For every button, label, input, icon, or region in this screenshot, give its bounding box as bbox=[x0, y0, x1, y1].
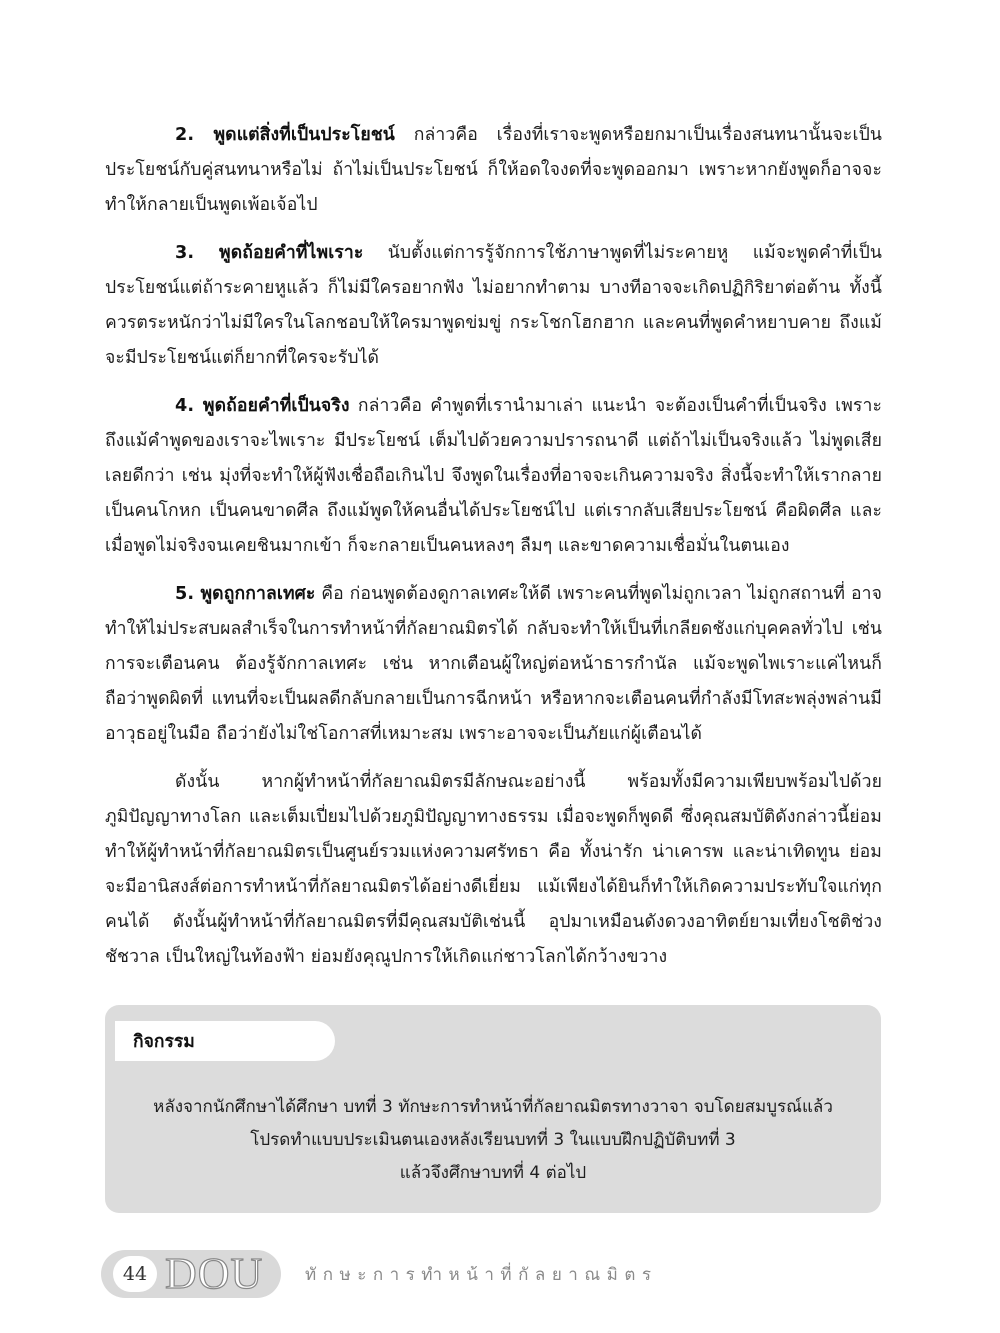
activity-line: หลังจากนักศึกษาได้ศึกษา บทที่ 3 ทักษะการทำหน้าที่กัลยาณมิตรทางวาจา จบโดยสมบูรณ์แล้ว bbox=[153, 1097, 833, 1117]
page-footer bbox=[101, 1250, 658, 1298]
paragraph-text: กล่าวคือ คำพูดที่เรานำมาเล่า แนะนำ จะต้องเป็นคำที่เป็นจริง เพราะถึงแม้คำพูดของเราจะไพเราะ มีประโยชน์ เต็มไปด้วยความปรารถนาดี แต่ถ้าไม่เป็นจริงแล้ว ไม่พูดเสียเลยดีกว่า เช่น มุ่งที่จะทำให้ผู้ฟังเชื่อถือเกินไป จึงพูดในเรื่องที่อาจจะเกินความจริง สิ่งนี้จะทำให้เรากลายเป็นคนโกหก เป็นคนขาดศีล ถึงแม้พูดให้คนอื่นได้ประโยชน์ไป แต่เรากลับเสียประโยชน์ คือผิดศีล และเมื่อพูดไม่จริงจนเคยชินมากเข้า ก็จะกลายเป็นคนหลงๆ ลืมๆ และขาดความเชื่อมั่นในตนเอง bbox=[105, 396, 882, 556]
paragraph-text: กล่าวคือ เรื่องที่เราจะพูดหรือยกมาเป็นเรื่องสนทนานั้นจะเป็นประโยชน์กับคู่สนทนาหรือไม่ ถ้าไม่เป็นประโยชน์ ก็ให้อดใจงดที่จะพูดออกมา เพราะหากยังพูดก็อาจจะทำให้กลายเป็นพูดเพ้อเจ้อไป bbox=[105, 125, 882, 215]
paragraph-speak-timely bbox=[105, 577, 882, 752]
page-number-pill bbox=[101, 1250, 281, 1298]
paragraph-heading: 4. พูดถ้อยคำที่เป็นจริง bbox=[175, 396, 350, 416]
paragraph-conclusion bbox=[105, 765, 882, 975]
activity-box bbox=[105, 1005, 881, 1213]
running-book-title: ทักษะการทำหน้าที่กัลยาณมิตร bbox=[305, 1264, 658, 1285]
page-number: 44 bbox=[113, 1256, 157, 1292]
paragraph-text: ดังนั้น หากผู้ทำหน้าที่กัลยาณมิตรมีลักษณะอย่างนี้ พร้อมทั้งมีความเพียบพร้อมไปด้วยภูมิปัญญาทางโลก และเต็มเปี่ยมไปด้วยภูมิปัญญาทางธรรม เมื่อจะพูดก็พูดดี ซึ่งคุณสมบัติดังกล่าวนี้ย่อมทำให้ผู้ทำหน้าที่กัลยาณมิตรเป็นศูนย์รวมแห่งความศรัทธา คือ ทั้งน่ารัก น่าเคารพ และน่าเทิดทูน ย่อมจะมีอานิสงส์ต่อการทำหน้าที่กัลยาณมิตรได้อย่างดีเยี่ยม แม้เพียงได้ยินก็ทำให้เกิดความประทับใจแก่ทุกคนได้ ดังนั้นผู้ทำหน้าที่กัลยาณมิตรที่มีคุณสมบัติเช่นนี้ อุปมาเหมือนดังดวงอาทิตย์ยามเที่ยงโชติช่วงชัชวาล เป็นใหญ่ในท้องฟ้า ย่อมยังคุณูปการให้เกิดแก่ชาวโลกได้กว้างขวาง bbox=[105, 772, 882, 967]
paragraph-speak-pleasant bbox=[105, 236, 882, 376]
main-content bbox=[105, 118, 882, 988]
paragraph-heading: 3. พูดถ้อยคำที่ไพเราะ bbox=[175, 243, 364, 263]
activity-instructions bbox=[105, 1091, 881, 1190]
activity-label: กิจกรรม bbox=[115, 1021, 335, 1061]
activity-line: แล้วจึงศึกษาบทที่ 4 ต่อไป bbox=[399, 1163, 587, 1183]
paragraph-heading: 5. พูดถูกกาลเทศะ bbox=[175, 584, 316, 604]
activity-line: โปรดทำแบบประเมินตนเองหลังเรียนบทที่ 3 ในแบบฝึกปฏิบัติบทที่ 3 bbox=[250, 1130, 736, 1150]
paragraph-heading: 2. พูดแต่สิ่งที่เป็นประโยชน์ bbox=[175, 125, 395, 145]
dou-logo: DOU bbox=[165, 1249, 264, 1298]
paragraph-speak-useful bbox=[105, 118, 882, 223]
paragraph-text: นับตั้งแต่การรู้จักการใช้ภาษาพูดที่ไม่ระคายหู แม้จะพูดคำที่เป็นประโยชน์แต่ถ้าระคายหูแล้ว ก็ไม่มีใครอยากฟัง ไม่อยากทำตาม บางทีอาจจะเกิดปฏิกิริยาต่อต้าน ทั้งนี้ควรตระหนักว่าไม่มีใครในโลกชอบให้ใครมาพูดข่มขู่ กระโชกโฮกฮาก และคนที่พูดคำหยาบคาย ถึงแม้จะมีประโยชน์แต่ก็ยากที่ใครจะรับได้ bbox=[105, 243, 883, 368]
paragraph-speak-truth bbox=[105, 389, 882, 564]
paragraph-text: คือ ก่อนพูดต้องดูกาลเทศะให้ดี เพราะคนที่พูดไม่ถูกเวลา ไม่ถูกสถานที่ อาจทำให้ไม่ประสบผลสำเร็จในการทำหน้าที่กัลยาณมิตรได้ กลับจะทำให้เป็นที่เกลียดชังแก่บุคคลทั่วไป เช่น การจะเตือนคน ต้องรู้จักกาลเทศะ เช่น หากเตือนผู้ใหญ่ต่อหน้าธารกำนัล แม้จะพูดไพเราะแค่ไหนก็ถือว่าพูดผิดที่ แทนที่จะเป็นผลดีกลับกลายเป็นการฉีกหน้า หรือหากจะเตือนคนที่กำลังมีโทสะพลุ่งพล่านมีอาวุธอยู่ในมือ ถือว่ายังไม่ใช่โอกาสที่เหมาะสม เพราะอาจจะเป็นภัยแก่ผู้เตือนได้ bbox=[105, 584, 883, 744]
